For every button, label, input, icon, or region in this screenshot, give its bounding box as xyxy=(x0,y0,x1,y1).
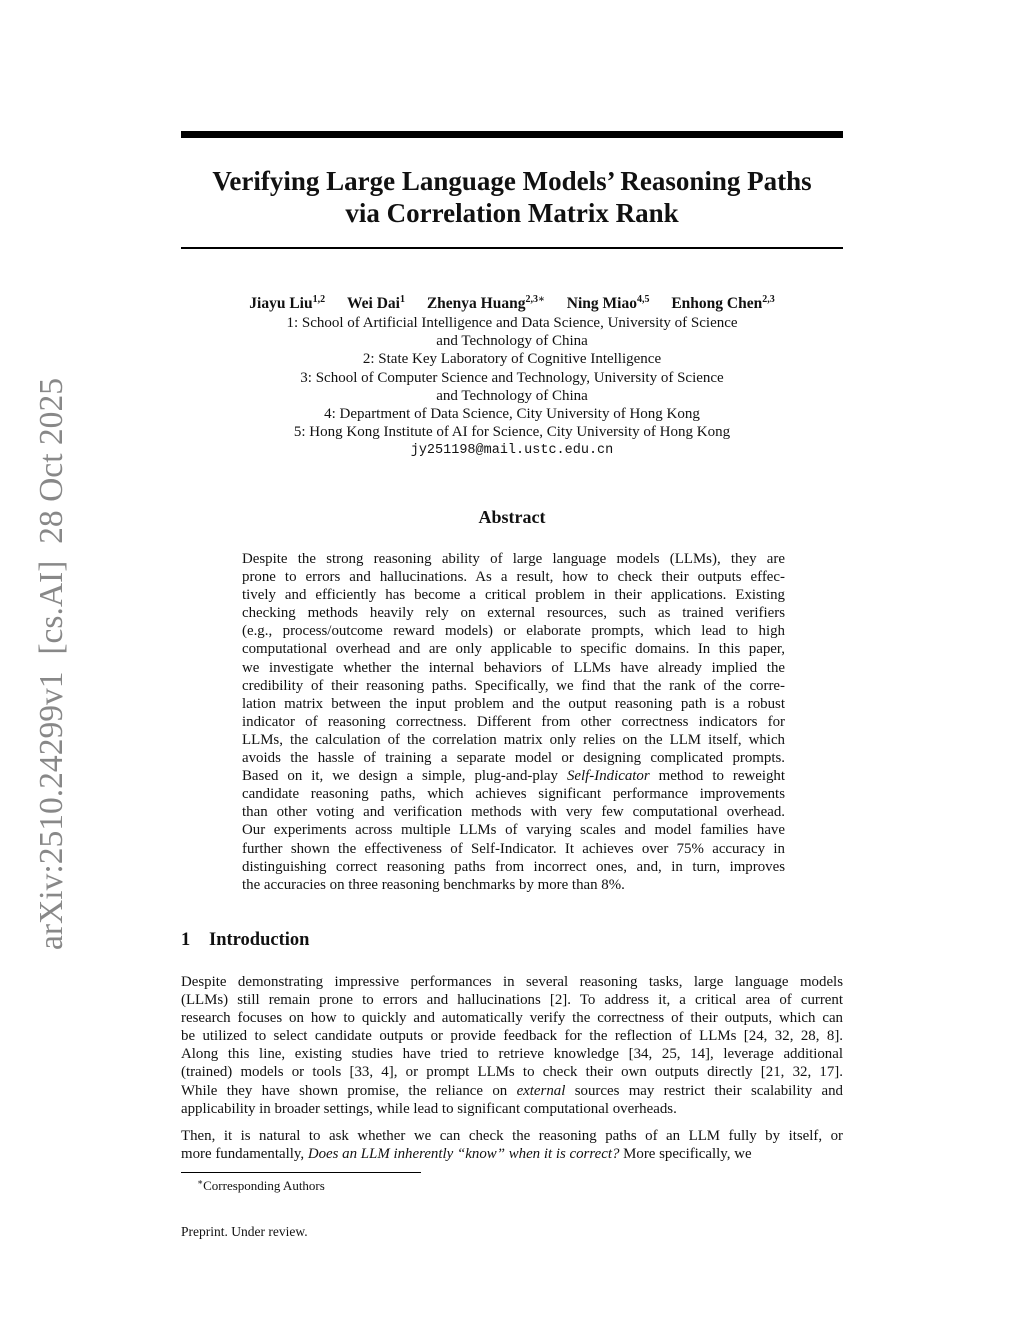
text-line: we investigate whether the internal behaviors of LLMs have already implied the xyxy=(242,659,785,676)
text-line: Despite demonstrating impressive performances in several reasoning tasks, large language models xyxy=(181,974,843,990)
text-line: (trained) models or tools [33, 4], or prompt LLMs to check their own outputs directly [21, 32, 17]. xyxy=(181,1064,843,1081)
author: Wei Dai$^1$ xyxy=(346,294,405,312)
text-line: (LLMs) still remain prone to errors and hallucinations [2]. To address it, a critical area of current xyxy=(181,992,843,1009)
contact-email[interactable]: jy251198@mail.ustc.edu.cn xyxy=(410,443,614,458)
text-line: LLMs, the calculation of the correlation matrix only relies on the LLM itself, which xyxy=(242,731,785,748)
text-line: indicator of reasoning correctness. Different from other correctness indicators for xyxy=(242,713,785,730)
text-line: further shown the effectiveness of Self-Indicator. It achieves over 75% accuracy in xyxy=(242,840,785,857)
text-line: applicability in broader settings, while lead to significant computational overheads. xyxy=(181,1100,677,1117)
text-line: be utilized to select candidate outputs or provide feedback for the reflection of LLMs [24, 32, 28, 8]. xyxy=(181,1028,843,1045)
arxiv-identifier-text: arXiv:2510.24299v1 [cs.AI] 28 Oct 2025 xyxy=(33,378,70,950)
paper-title-line-2: via Correlation Matrix Rank xyxy=(345,198,679,228)
text-line: than other voting and verification methods with very few computational overhead. xyxy=(242,804,785,821)
abstract-heading: Abstract xyxy=(478,507,546,527)
emphasis: external xyxy=(516,1082,566,1099)
text-line: Despite the strong reasoning ability of large language models (LLMs), they are xyxy=(242,551,785,567)
abstract-body xyxy=(242,550,785,894)
text-line: Then, it is natural to ask whether we can check the reasoning paths of an LLM fully by itself, or xyxy=(181,1128,843,1144)
author: Zhenya Huang$^{2,3∗}$ xyxy=(426,294,545,312)
text-line: research focuses on how to quickly and automatically verify the correctness of their outputs, which can xyxy=(181,1010,843,1027)
text-line: credibility of their reasoning paths. Specifically, we find that the rank of the corre- xyxy=(242,677,785,694)
author: Enhong Chen$^{2,3}$ xyxy=(671,294,775,312)
introduction-paragraph-1 xyxy=(181,973,843,1118)
affiliation-line: and Technology of China xyxy=(436,388,588,404)
author: Ning Miao$^{4,5}$ xyxy=(566,294,650,312)
affiliation-line: 5: Hong Kong Institute of AI for Science, City University of Hong Kong xyxy=(293,424,731,440)
footnote-rule xyxy=(181,1172,421,1173)
author-list xyxy=(181,294,843,313)
text-line: distinguishing correct reasoning paths from incorrect ones, and, in turn, improves xyxy=(242,858,785,875)
text-line: prone to errors and hallucinations. As a result, how to check their outputs effec- xyxy=(242,569,785,586)
footnote-text: Corresponding Authors xyxy=(203,1178,325,1193)
emphasis: Self-Indicator xyxy=(566,768,650,785)
affiliation-line: 4: Department of Data Science, City University of Hong Kong xyxy=(324,406,700,422)
affiliation-line: 1: School of Artificial Intelligence and Data Science, University of Science xyxy=(286,315,738,331)
title-bottom-rule xyxy=(181,247,843,249)
affiliation-line: 3: School of Computer Science and Technology, University of Science xyxy=(300,370,724,386)
preprint-notice: Preprint. Under review. xyxy=(181,1224,308,1239)
affiliation-line: 2: State Key Laboratory of Cognitive Intelligence xyxy=(362,351,662,367)
text-line: (e.g., process/outcome reward models) or elaborate prompts, which lead to high xyxy=(242,623,785,640)
affiliation-line: and Technology of China xyxy=(436,333,588,349)
paper-title-line-1: Verifying Large Language Models’ Reasoning Paths xyxy=(212,166,812,196)
text-line: more fundamentally, Does an LLM inherently “know” when it is correct? More specifically, we xyxy=(181,1146,752,1163)
text-line: the accuracies on three reasoning benchmarks by more than 8%. xyxy=(242,876,625,893)
section-heading-introduction xyxy=(181,930,309,951)
text-line: avoids the hassle of training a separate model or designing complicated prompts. xyxy=(242,750,785,767)
footnote-mark: ∗ xyxy=(197,1177,204,1187)
emphasis: Does an LLM inherently “know” when it is correct? xyxy=(307,1146,620,1163)
text-line: Along this line, existing studies have tried to retrieve knowledge [34, 25, 14], leverage additional xyxy=(181,1046,843,1063)
author: Jiayu Liu$^{1,2}$ xyxy=(249,294,326,312)
section-title: Introduction xyxy=(209,930,310,950)
text-line: Based on it, we design a simple, plug-and-play Self-Indicator method to reweight xyxy=(242,768,785,785)
introduction-paragraph-2 xyxy=(181,1127,843,1163)
section-number: 1 xyxy=(181,930,191,950)
text-line: Our experiments across multiple LLMs of varying scales and model families have xyxy=(242,822,785,839)
title-top-rule xyxy=(181,131,843,138)
text-line: tively and efficiently has become a critical problem in their applications. Existing xyxy=(242,587,785,604)
text-line: candidate reasoning paths, which achieves significant performance improvements xyxy=(242,786,785,803)
footnote xyxy=(197,1177,325,1194)
text-line: checking methods heavily rely on external resources, such as trained verifiers xyxy=(242,605,785,622)
arxiv-identifier-stamp xyxy=(27,375,73,950)
text-line: While they have shown promise, the reliance on external sources may restrict their scalability and xyxy=(181,1082,843,1099)
text-line: lation matrix between the input problem and the output reasoning path is a robust xyxy=(242,695,785,712)
text-line: computational overhead and are only applicable to specific domains. In this paper, xyxy=(242,641,785,658)
